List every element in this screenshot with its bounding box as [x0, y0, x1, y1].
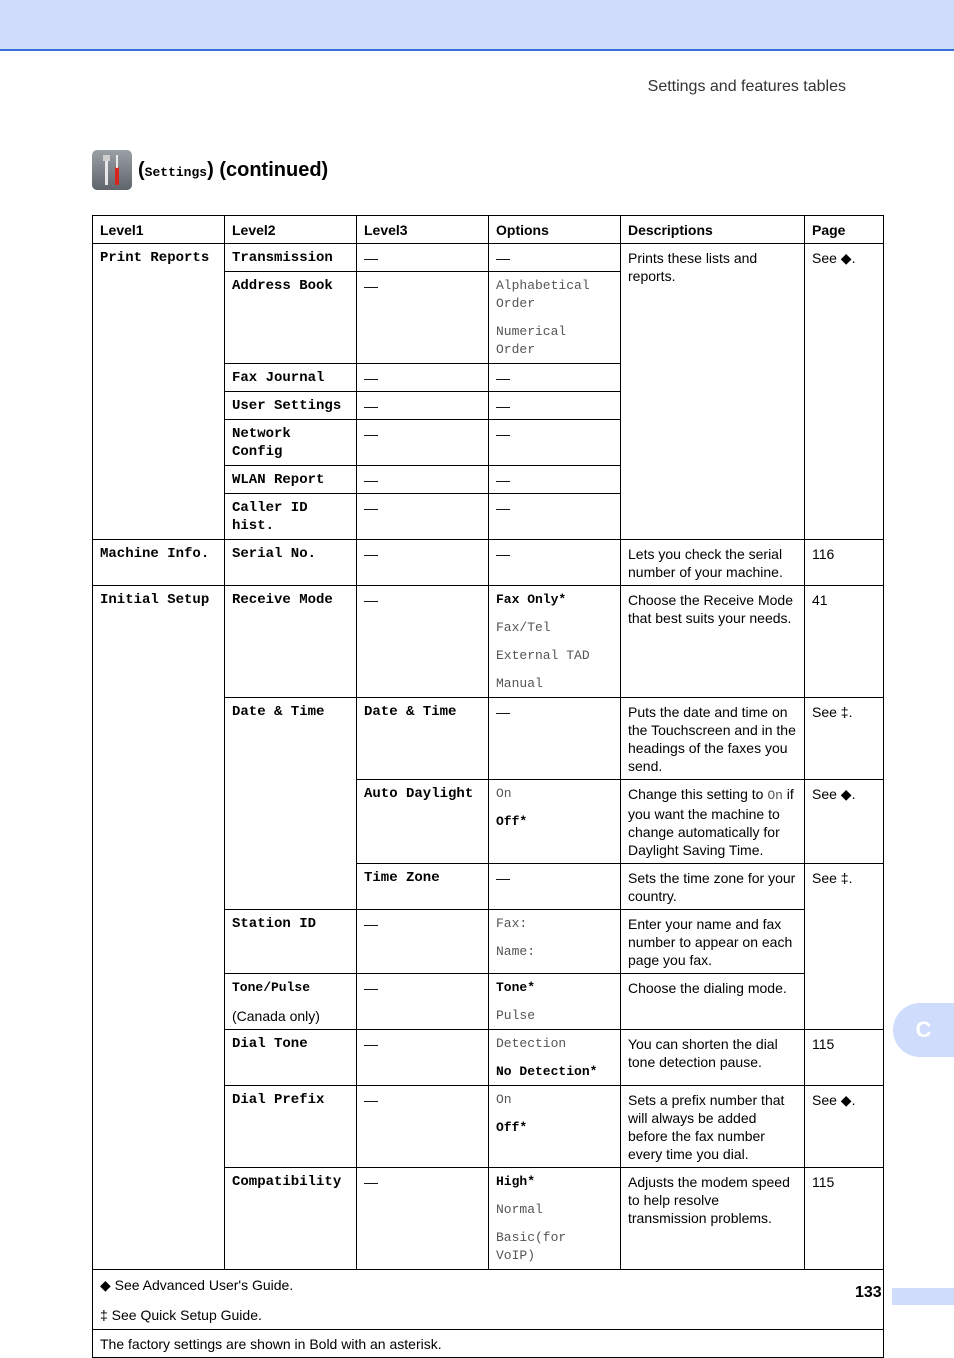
options-cell: — — [489, 364, 621, 392]
option-value-default: Fax Only* — [496, 592, 567, 607]
header-level3: Level3 — [357, 216, 489, 244]
options-cell: — — [489, 698, 621, 780]
level3-cell: — — [357, 392, 489, 420]
option-value: Numerical Order — [496, 324, 567, 357]
level2-cell: Transmission — [225, 244, 357, 272]
option-value: Fax/Tel — [496, 620, 551, 635]
table-row — [93, 244, 884, 272]
level2-cell: WLAN Report — [225, 466, 357, 494]
description-cell: Lets you check the serial number of your machine. — [621, 540, 805, 586]
options-cell — [489, 1030, 621, 1086]
options-cell: — — [489, 466, 621, 494]
top-band — [0, 0, 954, 51]
settings-tools-icon — [92, 150, 132, 190]
footnotes-row — [93, 1270, 884, 1330]
page-cell: 116 — [805, 540, 884, 586]
options-cell — [489, 974, 621, 1030]
option-value: Normal — [496, 1202, 543, 1217]
footnote-quick: ‡ See Quick Setup Guide. — [100, 1307, 262, 1323]
options-cell — [489, 780, 621, 864]
level3-cell: — — [357, 1168, 489, 1270]
level3-cell: — — [357, 1086, 489, 1168]
level3-cell: — — [357, 974, 489, 1030]
footnotes-cell — [93, 1270, 884, 1330]
level2-cell: Station ID — [225, 910, 357, 974]
level2-cell: Serial No. — [225, 540, 357, 586]
table-header-row — [93, 216, 884, 244]
level3-cell: — — [357, 494, 489, 540]
option-value-default: High* — [496, 1174, 536, 1189]
page-cell: See ◆. — [805, 244, 884, 540]
options-cell — [489, 1086, 621, 1168]
description-cell: Choose the Receive Mode that best suits your needs. — [621, 586, 805, 698]
option-value: Fax: — [496, 916, 528, 931]
level3-cell: — — [357, 272, 489, 364]
description-cell: Sets a prefix number that will always be added before the fax number every time you dial. — [621, 1086, 805, 1168]
option-value-default: Off* — [496, 1120, 528, 1135]
options-cell — [489, 586, 621, 698]
page-number-band — [892, 1288, 954, 1305]
description-cell: Change this setting to On if you want the machine to change automatically for Daylight Saving Time. — [621, 780, 805, 864]
description-cell: Prints these lists and reports. — [621, 244, 805, 540]
option-value: External TAD — [496, 648, 590, 663]
level2-cell: Network Config — [225, 420, 357, 466]
table-row — [93, 586, 884, 698]
option-value-default: Off* — [496, 814, 528, 829]
level3-cell: Time Zone — [357, 864, 489, 910]
level2-cell: Date & Time — [225, 698, 357, 910]
footnote-factory: The factory settings are shown in Bold with an asterisk. — [93, 1330, 884, 1358]
option-value: On — [496, 786, 512, 801]
option-value: On — [496, 1092, 512, 1107]
header-page: Page — [805, 216, 884, 244]
level2-cell: Caller ID hist. — [225, 494, 357, 540]
options-cell: — — [489, 420, 621, 466]
section-title: (Settings) (continued) — [138, 158, 329, 181]
level2-cell: Dial Prefix — [225, 1086, 357, 1168]
option-value: Detection — [496, 1036, 567, 1051]
options-cell: — — [489, 392, 621, 420]
level3-cell: — — [357, 540, 489, 586]
header-level2: Level2 — [225, 216, 357, 244]
description-cell: Sets the time zone for your country. — [621, 864, 805, 910]
level3-cell: — — [357, 910, 489, 974]
option-value-default: Tone* — [496, 980, 536, 995]
description-cell: Adjusts the modem speed to help resolve transmission problems. — [621, 1168, 805, 1270]
level1-initial-setup: Initial Setup — [93, 586, 225, 1270]
option-value-default: No Detection* — [496, 1064, 598, 1079]
options-cell: — — [489, 540, 621, 586]
header-descriptions: Descriptions — [621, 216, 805, 244]
table-row — [93, 540, 884, 586]
chapter-tab: C — [893, 1003, 954, 1057]
description-cell: Choose the dialing mode. — [621, 974, 805, 1030]
page-cell: 41 — [805, 586, 884, 698]
level1-machine-info: Machine Info. — [93, 540, 225, 586]
level2-cell: Dial Tone — [225, 1030, 357, 1086]
level3-cell: — — [357, 364, 489, 392]
level2-cell: Compatibility — [225, 1168, 357, 1270]
page-cell: See ‡. — [805, 698, 884, 780]
option-value: Pulse — [496, 1008, 536, 1023]
level2-cell: Address Book — [225, 272, 357, 364]
settings-table — [92, 215, 884, 1358]
level1-print-reports: Print Reports — [93, 244, 225, 540]
running-head: Settings and features tables — [647, 78, 846, 95]
options-cell — [489, 1168, 621, 1270]
description-cell: Enter your name and fax number to appear on each page you fax. — [621, 910, 805, 974]
level2-cell: Tone/Pulse (Canada only) — [225, 974, 357, 1030]
footnotes-row — [93, 1330, 884, 1358]
description-cell: Puts the date and time on the Touchscreen and in the headings of the faxes you send. — [621, 698, 805, 780]
level3-cell: — — [357, 586, 489, 698]
level2-cell: Receive Mode — [225, 586, 357, 698]
option-value: Basic(for VoIP) — [496, 1230, 567, 1263]
level3-cell: — — [357, 420, 489, 466]
options-cell — [489, 910, 621, 974]
footnote-advanced: ◆ See Advanced User's Guide. — [100, 1277, 294, 1293]
option-value: Manual — [496, 676, 543, 691]
page-cell: See ◆. — [805, 1086, 884, 1168]
level3-cell: — — [357, 244, 489, 272]
level3-cell: — — [357, 466, 489, 494]
option-value: Name: — [496, 944, 536, 959]
page-number: 133 — [855, 1284, 882, 1301]
option-value: Alphabetical Order — [496, 278, 590, 311]
options-cell — [489, 272, 621, 364]
options-cell: — — [489, 494, 621, 540]
page-cell: See ◆. — [805, 780, 884, 864]
level3-cell: — — [357, 1030, 489, 1086]
description-cell: You can shorten the dial tone detection pause. — [621, 1030, 805, 1086]
level2-cell: User Settings — [225, 392, 357, 420]
header-level1: Level1 — [93, 216, 225, 244]
page-cell: 115 — [805, 1030, 884, 1086]
level3-cell: Auto Daylight — [357, 780, 489, 864]
level3-cell: Date & Time — [357, 698, 489, 780]
options-cell: — — [489, 864, 621, 910]
page-cell: See ‡. — [805, 864, 884, 1030]
header-options: Options — [489, 216, 621, 244]
level2-cell: Fax Journal — [225, 364, 357, 392]
options-cell: — — [489, 244, 621, 272]
page-cell: 115 — [805, 1168, 884, 1270]
section-heading — [92, 150, 328, 190]
